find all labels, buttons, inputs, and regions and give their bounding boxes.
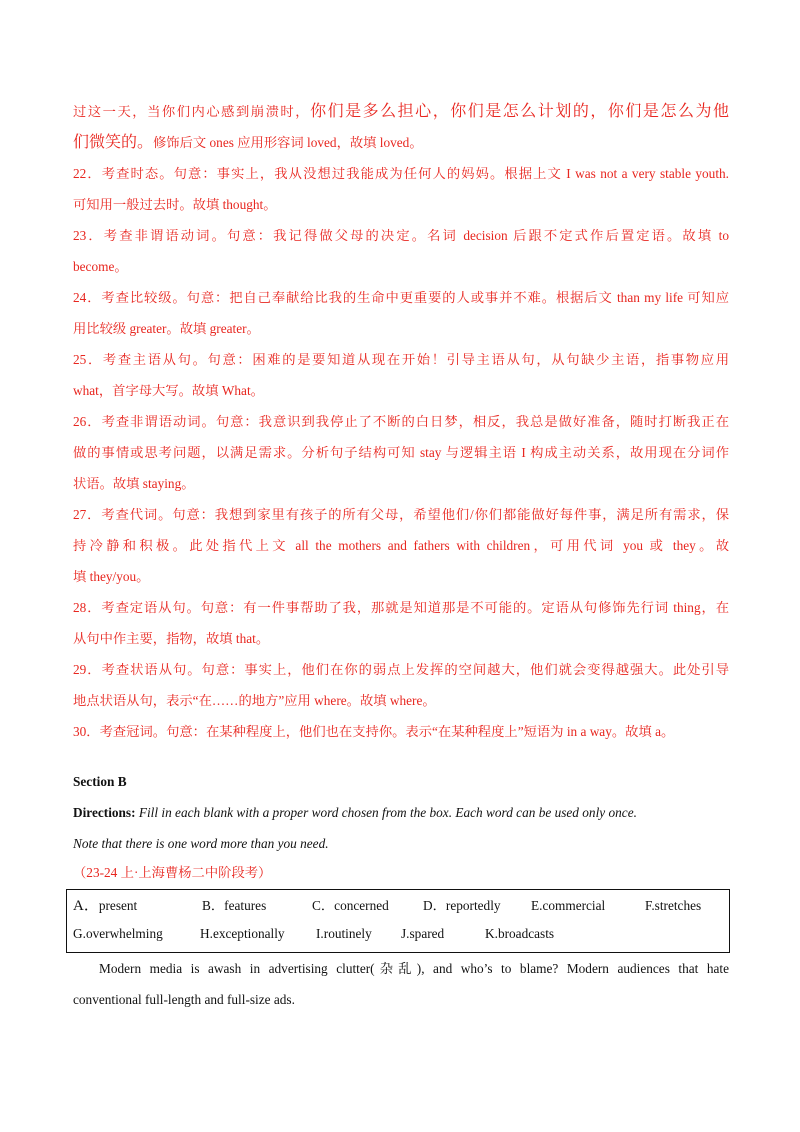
answer-28-line: 从句中作主要，指物，故填 that。	[73, 631, 270, 646]
option-word: commercial	[542, 898, 606, 913]
word-option	[73, 896, 137, 916]
answer-line-text: 过这一天，当你们内心感到崩溃时，	[73, 104, 311, 119]
word-option	[73, 924, 163, 944]
answer-30-line: 30．考查冠词。句意：在某种程度上，他们也在支持你。表示“在某种程度上”短语为 in a way。故填 a。	[73, 724, 675, 739]
section-b	[73, 766, 729, 887]
option-word: reportedly	[445, 898, 501, 913]
option-word: concerned	[334, 898, 389, 913]
section-heading: Section B	[73, 774, 127, 789]
answer-29-line: 29．考查状语从句。句意：事实上，他们在你的弱点上发挥的空间越大，他们就会变得越强大。此处引导	[73, 662, 729, 677]
option-letter: C．	[312, 898, 335, 913]
answer-25-line: 25．考查主语从句。句意：困难的是要知道从现在开始！引导主语从句，从句缺少主语，指事物应用	[73, 352, 729, 367]
word-bank-box	[66, 889, 730, 953]
answer-22-line: 可知用一般过去时。故填 thought。	[73, 197, 277, 212]
answer-line-emphasis: 你们是多么担心，你们是怎么计划的，你们是怎么为他	[310, 103, 729, 120]
option-letter: B．	[202, 898, 225, 913]
answer-26-line: 26．考查非谓语动词。句意：我意识到我停止了不断的白日梦，相反，我总是做好准备，随时打断我正在	[73, 414, 729, 429]
directions-line: Note that there is one word more than you need.	[73, 836, 329, 851]
word-option	[645, 896, 701, 916]
answer-26-line: 状语。故填 staying。	[73, 476, 195, 491]
option-letter: J.	[401, 926, 410, 941]
answer-25-line: what，首字母大写。故填 What。	[73, 383, 264, 398]
word-option	[202, 896, 266, 916]
option-letter: D．	[423, 898, 446, 913]
option-word: broadcasts	[497, 926, 555, 941]
word-option	[401, 924, 444, 944]
answer-line	[73, 96, 729, 127]
answer-line	[73, 127, 729, 158]
option-word: features	[224, 898, 267, 913]
option-word: overwhelming	[85, 926, 163, 941]
word-option	[423, 896, 501, 916]
word-option	[485, 924, 554, 944]
answer-line-emphasis: 们微笑的。	[73, 134, 154, 151]
answer-23-line: become。	[73, 259, 128, 274]
answer-23-line: 23．考查非谓语动词。句意：我记得做父母的决定。名词 decision 后跟不定式作后置定语。故填 to	[73, 228, 729, 243]
answer-28-line: 28．考查定语从句。句意：有一件事帮助了我，那就是知道那是不可能的。定语从句修饰先行词 thing，在	[73, 600, 729, 615]
answer-24-line: 用比较级 greater。故填 greater。	[73, 321, 260, 336]
answer-line-text: 修饰后文 ones 应用形容词 loved，故填 loved。	[153, 135, 423, 150]
directions-line	[73, 797, 729, 828]
option-letter: F.	[645, 898, 655, 913]
directions-text: Fill in each blank with a proper word chosen from the box. Each word can be used only once.	[138, 805, 637, 820]
option-letter: I.	[316, 926, 324, 941]
option-letter: K.	[485, 926, 498, 941]
answer-explanations	[73, 96, 729, 747]
option-word: exceptionally	[212, 926, 285, 941]
option-word: present	[98, 898, 138, 913]
option-letter: G.	[73, 926, 86, 941]
answer-27-line: 持冷静和积极。此处指代上文 all the mothers and fathers with children，可用代词 you 或 they。故	[73, 538, 729, 553]
word-option	[200, 924, 285, 944]
passage-line: Modern media is awash in advertising clutter(杂乱), and who’s to blame? Modern audiences that hate	[99, 961, 729, 976]
answer-26-line: 做的事情或思考问题，以满足需求。分析句子结构可知 stay 与逻辑主语 I 构成主动关系，故用现在分词作	[73, 445, 729, 460]
option-word: routinely	[323, 926, 372, 941]
option-word: stretches	[654, 898, 702, 913]
answer-27-line: 27．考查代词。句意：我想到家里有孩子的所有父母，希望他们/你们都能做好每件事，满足所有需求，保	[73, 507, 729, 522]
word-option	[316, 924, 372, 944]
word-option	[531, 896, 605, 916]
answer-22-line: 22．考查时态。句意：事实上，我从没想过我能成为任何人的妈妈。根据上文 I was not a very stable youth.	[73, 166, 729, 181]
passage-line: conventional full-length and full-size ads.	[73, 992, 295, 1007]
option-word: spared	[409, 926, 445, 941]
answer-27-line: 填 they/you。	[73, 569, 150, 584]
option-letter: E.	[531, 898, 543, 913]
option-letter: A．	[73, 898, 99, 914]
directions-label: Directions:	[73, 805, 136, 820]
reading-passage	[73, 953, 729, 1015]
answer-24-line: 24．考查比较级。句意：把自己奉献给比我的生命中更重要的人或事并不难。根据后文 than my life 可知应	[73, 290, 729, 305]
word-option	[312, 896, 389, 916]
answer-29-line: 地点状语从句，表示“在……的地方”应用 where。故填 where。	[73, 693, 436, 708]
option-letter: H.	[200, 926, 213, 941]
exam-source: （23-24 上·上海曹杨二中阶段考）	[73, 865, 272, 880]
